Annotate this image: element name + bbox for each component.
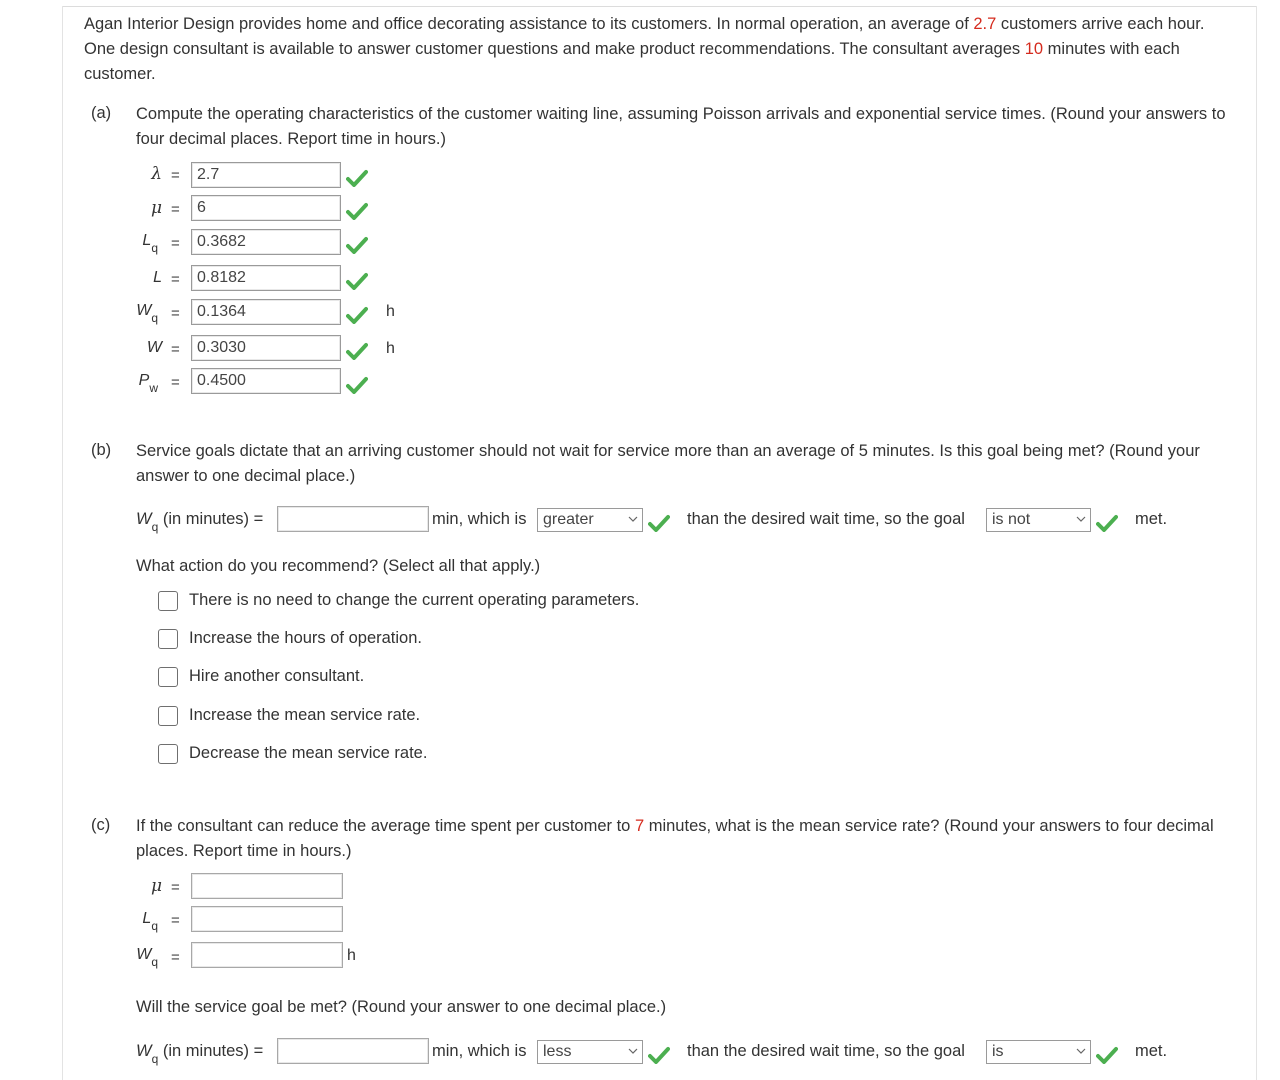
check-icon <box>346 376 368 394</box>
option-label: Increase the mean service rate. <box>189 706 421 724</box>
wq-label: $W_q$ <box>136 302 158 326</box>
problem-statement <box>84 12 1234 87</box>
check-icon <box>1096 1046 1118 1064</box>
wq-label: $W_q$ <box>136 946 158 970</box>
lq-label: $L_q$ <box>142 910 158 934</box>
intro-text-3: minutes with each customer. <box>84 40 1180 83</box>
w-input[interactable]: 0.3030 <box>191 335 341 361</box>
equals-sign: = <box>171 235 180 252</box>
goal-question: Will the service goal be met? (Round your answer to one decimal place.) <box>136 998 667 1016</box>
l-input[interactable]: 0.8182 <box>191 265 341 291</box>
wq-input[interactable]: 0.1364 <box>191 299 341 325</box>
goal-selected-value: is <box>992 1043 1004 1060</box>
checkbox[interactable] <box>158 744 178 764</box>
checkbox[interactable] <box>158 629 178 649</box>
check-icon <box>346 202 368 220</box>
checkbox[interactable] <box>158 667 178 687</box>
min-which-is-text: min, which is <box>432 1042 527 1060</box>
arrival-rate-value: 2.7 <box>973 15 997 33</box>
part-b-label: (b) <box>91 441 112 459</box>
equals-sign: = <box>171 305 180 322</box>
wq-minutes-input[interactable] <box>277 506 429 532</box>
equals-sign: = <box>171 374 180 391</box>
than-desired-text: than the desired wait time, so the goal <box>687 1042 965 1060</box>
lq-input[interactable]: 0.3682 <box>191 229 341 255</box>
equals-sign: = <box>171 271 180 288</box>
met-text: met. <box>1135 510 1168 528</box>
option-label: Increase the hours of operation. <box>189 629 422 647</box>
part-c-text-2: minutes, what is the mean service rate? (Round your answers to four decimal places. Report time in hours.) <box>136 817 1214 860</box>
comparison-selected-value: greater <box>543 511 594 528</box>
wq-minutes-input[interactable] <box>277 1038 429 1064</box>
lambda-label: λ <box>151 164 162 184</box>
pw-label: $P_w$ <box>138 372 158 396</box>
part-c-label: (c) <box>91 816 111 834</box>
option-label: There is no need to change the current operating parameters. <box>189 591 640 609</box>
mu-label: μ <box>150 198 162 218</box>
intro-text-2: customers arrive each hour. One design consultant is available to answer customer questions and make product recommendations. The consultant averages <box>84 15 1205 58</box>
equals-sign: = <box>171 912 180 929</box>
wq-minutes-label: $W_q$ (in minutes) = <box>136 1042 264 1067</box>
goal-selected-value: is not <box>992 511 1031 528</box>
action-question: What action do you recommend? (Select all that apply.) <box>136 557 541 575</box>
option-label: Hire another consultant. <box>189 667 365 685</box>
reduced-minutes-value: 7 <box>634 817 645 835</box>
goal-dropdown[interactable] <box>986 1040 1091 1064</box>
check-icon <box>346 272 368 290</box>
comparison-dropdown[interactable] <box>537 508 643 532</box>
wq-minutes-label: $W_q$ (in minutes) = <box>136 510 264 535</box>
check-icon <box>346 306 368 324</box>
part-c-text-1: If the consultant can reduce the average time spent per customer to <box>136 817 635 835</box>
part-c-question <box>136 814 1231 864</box>
part-b-question: Service goals dictate that an arriving customer should not wait for service more than an average of 5 minutes. Is this goal being met? (Round your answer to one decimal place.) <box>136 442 1200 485</box>
lq-input[interactable] <box>191 906 343 932</box>
met-text: met. <box>1135 1042 1168 1060</box>
comparison-selected-value: less <box>543 1043 572 1060</box>
w-label: W <box>146 339 162 356</box>
mu-input[interactable] <box>191 873 343 899</box>
comparison-dropdown[interactable] <box>537 1040 643 1064</box>
pw-input[interactable]: 0.4500 <box>191 368 341 394</box>
l-label: L <box>153 269 162 286</box>
part-a-label: (a) <box>91 104 112 122</box>
checkbox[interactable] <box>158 706 178 726</box>
equals-sign: = <box>171 167 180 184</box>
hours-unit: h <box>386 303 395 320</box>
service-minutes-value: 10 <box>1024 40 1044 58</box>
checkbox[interactable] <box>158 591 178 611</box>
intro-text-1: Agan Interior Design provides home and office decorating assistance to its customers. In normal operation, an average of <box>84 15 974 33</box>
check-icon <box>346 342 368 360</box>
than-desired-text: than the desired wait time, so the goal <box>687 510 965 528</box>
chevron-down-icon <box>1076 1047 1086 1055</box>
check-icon <box>648 514 670 532</box>
check-icon <box>1096 514 1118 532</box>
goal-dropdown[interactable] <box>986 508 1091 532</box>
chevron-down-icon <box>1076 515 1086 523</box>
chevron-down-icon <box>628 1047 638 1055</box>
equals-sign: = <box>171 201 180 218</box>
equals-sign: = <box>171 949 180 966</box>
check-icon <box>648 1046 670 1064</box>
hours-unit: h <box>386 340 395 357</box>
min-which-is-text: min, which is <box>432 510 527 528</box>
check-icon <box>346 169 368 187</box>
panel-left-border <box>62 6 63 1080</box>
mu-label: μ <box>150 876 162 896</box>
check-icon <box>346 236 368 254</box>
mu-input[interactable]: 6 <box>191 195 341 221</box>
lambda-input[interactable]: 2.7 <box>191 162 341 188</box>
panel-right-border <box>1256 6 1257 1080</box>
option-label: Decrease the mean service rate. <box>189 744 428 762</box>
hours-unit: h <box>347 947 356 964</box>
equals-sign: = <box>171 341 180 358</box>
chevron-down-icon <box>628 515 638 523</box>
equals-sign: = <box>171 879 180 896</box>
lq-label: $L_q$ <box>142 232 158 256</box>
panel-top-border <box>62 0 1257 7</box>
part-a-question: Compute the operating characteristics of the customer waiting line, assuming Poisson arrivals and exponential service times. (Round your answers to four decimal places. Report time in hours.) <box>136 105 1226 148</box>
wq-input[interactable] <box>191 942 343 968</box>
